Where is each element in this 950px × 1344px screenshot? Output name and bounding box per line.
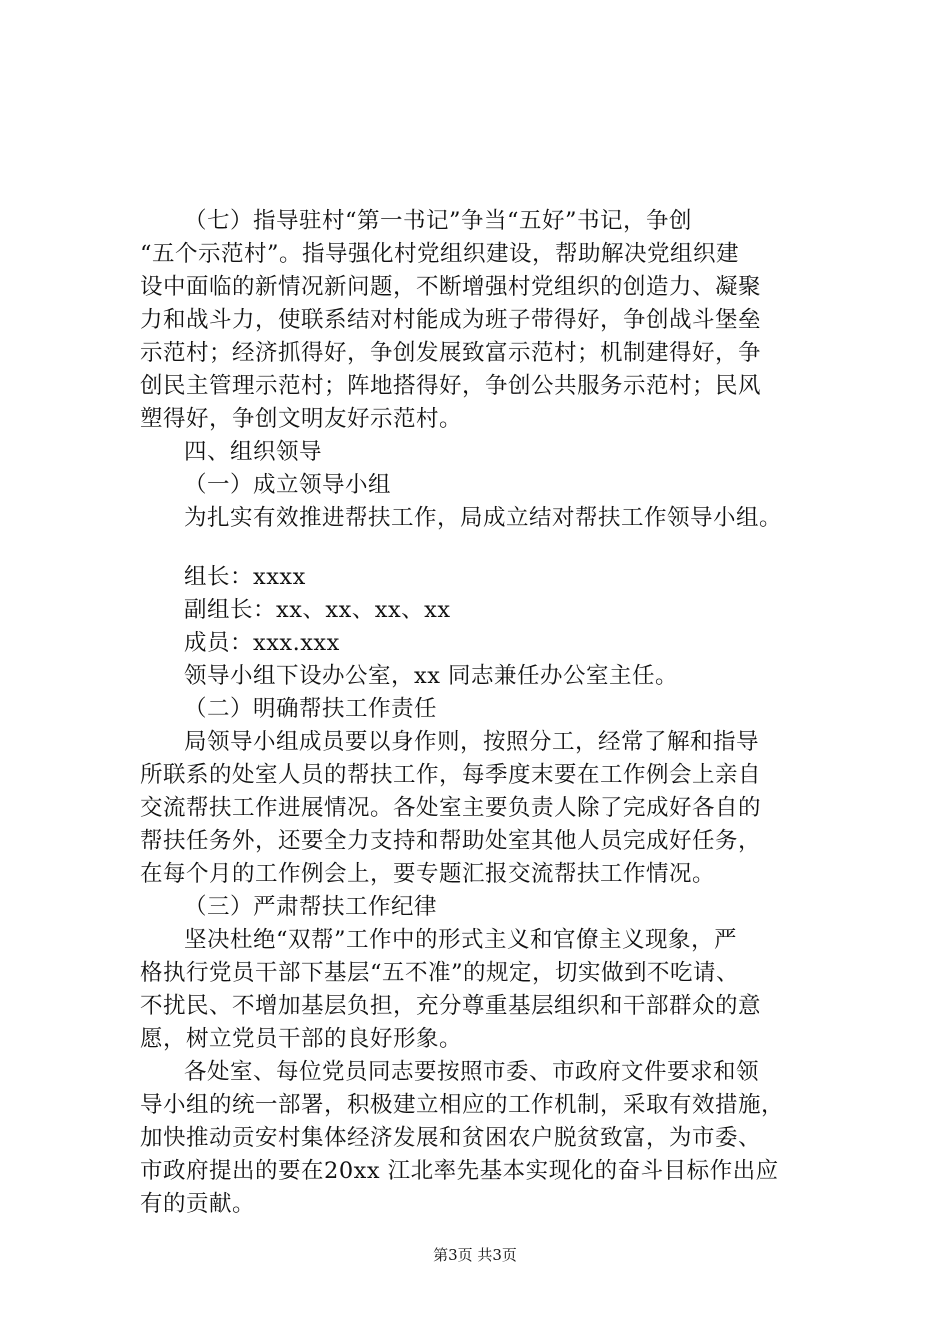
text-line: 所联系的处室人员的帮扶工作，每季度末要在工作例会上亲自 (140, 762, 762, 788)
text-line: 成员：xxx.xxx (184, 630, 340, 656)
text-line: 各处室、每位党员同志要按照市委、市政府文件要求和领 (184, 1059, 760, 1085)
text-line: 示范村；经济抓得好，争创发展致富示范村；机制建得好，争 (140, 340, 762, 366)
text-line: 创民主管理示范村；阵地搭得好，争创公共服务示范村；民风 (140, 373, 762, 399)
text-line: 交流帮扶工作进展情况。各处室主要负责人除了完成好各自的 (140, 795, 762, 821)
text-line: 导小组的统一部署，积极建立相应的工作机制，采取有效措施， (140, 1092, 785, 1118)
text-line: 有的贡献。 (140, 1191, 256, 1217)
text-line: 领导小组下设办公室，xx 同志兼任办公室主任。 (184, 663, 679, 689)
text-line: 市政府提出的要在20xx 江北率先基本实现化的奋斗目标作出应 (140, 1158, 779, 1184)
subsection-heading: （二）明确帮扶工作责任 (184, 696, 438, 722)
text-line: 组长：xxxx (184, 564, 306, 590)
text-line: “五个示范村”。指导强化村党组织建设，帮助解决党组织建 (140, 241, 740, 267)
page-footer (0, 1245, 950, 1265)
text-line: 在每个月的工作例会上，要专题汇报交流帮扶工作情况。 (140, 861, 716, 887)
text-line: 帮扶任务外，还要全力支持和帮助处室其他人员完成好任务， (140, 828, 762, 854)
text-line: 力和战斗力，使联系结对村能成为班子带得好，争创战斗堡垒 (140, 307, 762, 333)
text-line: 副组长：xx、xx、xx、xx (184, 597, 451, 623)
text-line: 愿，树立党员干部的良好形象。 (140, 1026, 463, 1052)
section-heading: 四、组织领导 (184, 439, 323, 465)
subsection-heading: （一）成立领导小组 (184, 472, 392, 498)
subsection-heading: （三）严肃帮扶工作纪律 (184, 894, 438, 920)
text-line: 不扰民、不增加基层负担，充分尊重基层组织和干部群众的意 (140, 993, 762, 1019)
text-line: 坚决杜绝“双帮”工作中的形式主义和官僚主义现象，严 (184, 927, 738, 953)
page-number: 第3页 共3页 (433, 1246, 517, 1264)
text-line: 加快推动贡安村集体经济发展和贫困农户脱贫致富，为市委、 (140, 1125, 762, 1151)
text-line: 塑得好，争创文明友好示范村。 (140, 406, 463, 432)
text-line: 局领导小组成员要以身作则，按照分工，经常了解和指导 (184, 729, 760, 755)
text-line: 设中面临的新情况新问题，不断增强村党组织的创造力、凝聚 (140, 274, 762, 300)
text-line: 为扎实有效推进帮扶工作，局成立结对帮扶工作领导小组。 (184, 505, 783, 531)
text-line: 格执行党员干部下基层“五不准”的规定，切实做到不吃请、 (140, 960, 740, 986)
text-line: （七）指导驻村“第一书记”争当“五好”书记，争创 (184, 208, 693, 234)
